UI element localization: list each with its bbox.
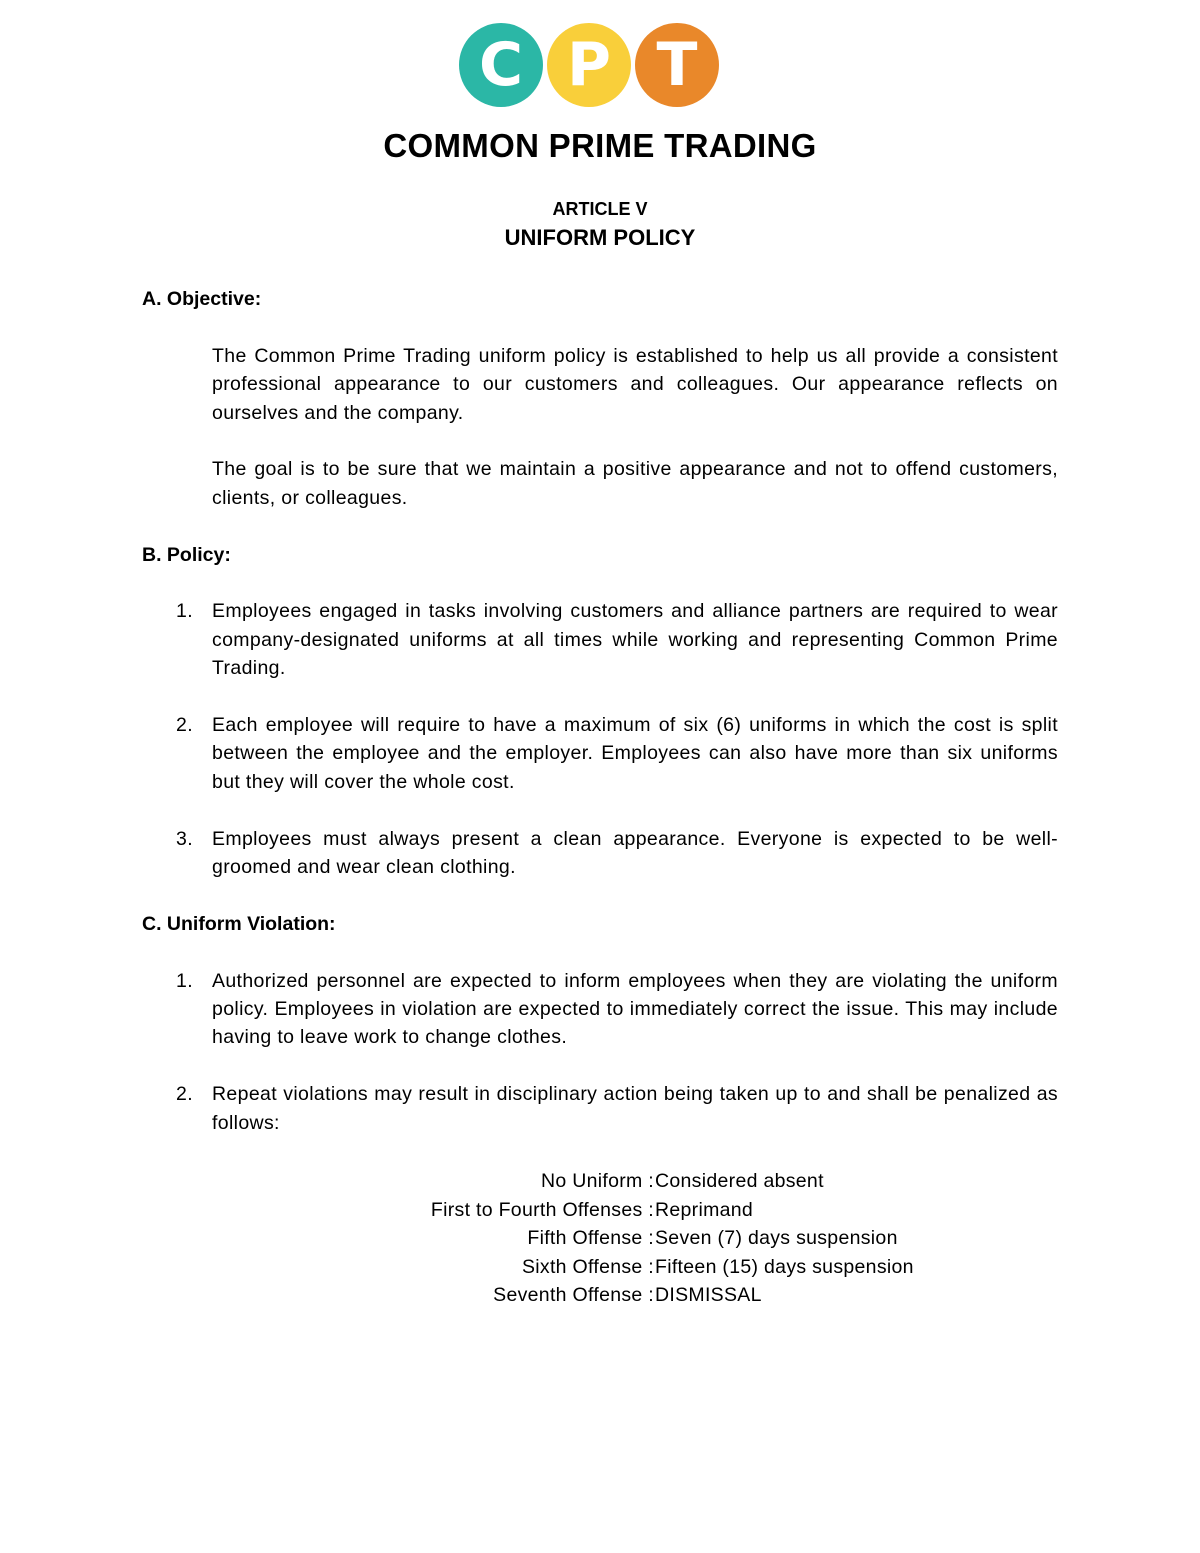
article-number: ARTICLE V <box>552 199 648 219</box>
violation-list <box>142 967 1058 1137</box>
logo-circle-c: C <box>459 23 543 107</box>
policy-title: UNIFORM POLICY <box>504 225 696 250</box>
objective-heading: A. Objective: <box>142 288 262 310</box>
list-number: 1. <box>176 969 193 992</box>
list-text: Employees must always present a clean appearance. Everyone is expected to be well-groomed and wear clean clothing. <box>212 827 1058 879</box>
objective-paragraph-2: The goal is to be sure that we maintain a positive appearance and not to offend customers, clients, or colleagues. <box>212 458 1058 509</box>
penalty-offense: Fifth Offense : <box>527 1227 654 1250</box>
penalty-sanction: DISMISSAL <box>655 1284 762 1307</box>
penalty-row <box>0 1224 1200 1253</box>
list-text: Each employee will require to have a maximum of six (6) uniforms in which the cost is split between the employee and the employer. Employees can also have more than six uniforms but they will cover the whole cost. <box>212 714 1058 793</box>
document-body <box>142 285 1058 1165</box>
policy-heading: B. Policy: <box>142 543 231 566</box>
penalty-row <box>0 1253 1200 1282</box>
policy-list <box>142 597 1058 881</box>
penalty-row <box>0 1167 1200 1196</box>
list-text: Repeat violations may result in disciplinary action being taken up to and shall be penalized as follows: <box>212 1083 1058 1134</box>
list-text: Authorized personnel are expected to inform employees when they are violating the uniform policy. Employees in violation are expected to immediately correct the issue. This may include having to leave work to change clothes. <box>212 969 1058 1049</box>
list-item <box>176 825 1058 882</box>
penalty-row <box>0 1196 1200 1225</box>
penalty-table <box>0 1167 1200 1310</box>
list-number: 2. <box>176 1083 193 1106</box>
logo-circle-p: P <box>547 23 631 107</box>
objective-paragraph-1: The Common Prime Trading uniform policy is established to help us all provide a consistent professional appearance to our customers and colleagues. Our appearance reflects on ourselves and the company. <box>212 344 1058 424</box>
logo-circle-t: T <box>635 23 719 107</box>
company-name: COMMON PRIME TRADING <box>383 127 817 164</box>
list-item <box>176 597 1058 682</box>
penalty-offense: No Uniform : <box>540 1170 654 1192</box>
penalty-sanction: Seven (7) days suspension <box>655 1227 898 1250</box>
list-number: 3. <box>176 827 193 850</box>
penalty-sanction: Reprimand <box>655 1198 754 1221</box>
cpt-logo <box>459 23 723 107</box>
list-item <box>176 967 1058 1052</box>
penalty-offense: Sixth Offense : <box>521 1255 654 1278</box>
penalty-row <box>0 1281 1200 1310</box>
penalty-sanction: Fifteen (15) days suspension <box>655 1255 914 1278</box>
list-item <box>176 711 1058 796</box>
list-text: Employees engaged in tasks involving customers and alliance partners are required to wear company-designated uniforms at all times while working and representing Common Prime Trading. <box>212 600 1058 680</box>
list-number: 2. <box>176 714 193 737</box>
penalty-sanction: Considered absent <box>655 1170 824 1192</box>
list-item <box>176 1080 1058 1137</box>
list-number: 1. <box>176 600 193 623</box>
penalty-offense: Seventh Offense : <box>493 1284 654 1307</box>
penalty-offense: First to Fourth Offenses : <box>430 1198 654 1221</box>
violation-heading: C. Uniform Violation: <box>142 912 336 935</box>
